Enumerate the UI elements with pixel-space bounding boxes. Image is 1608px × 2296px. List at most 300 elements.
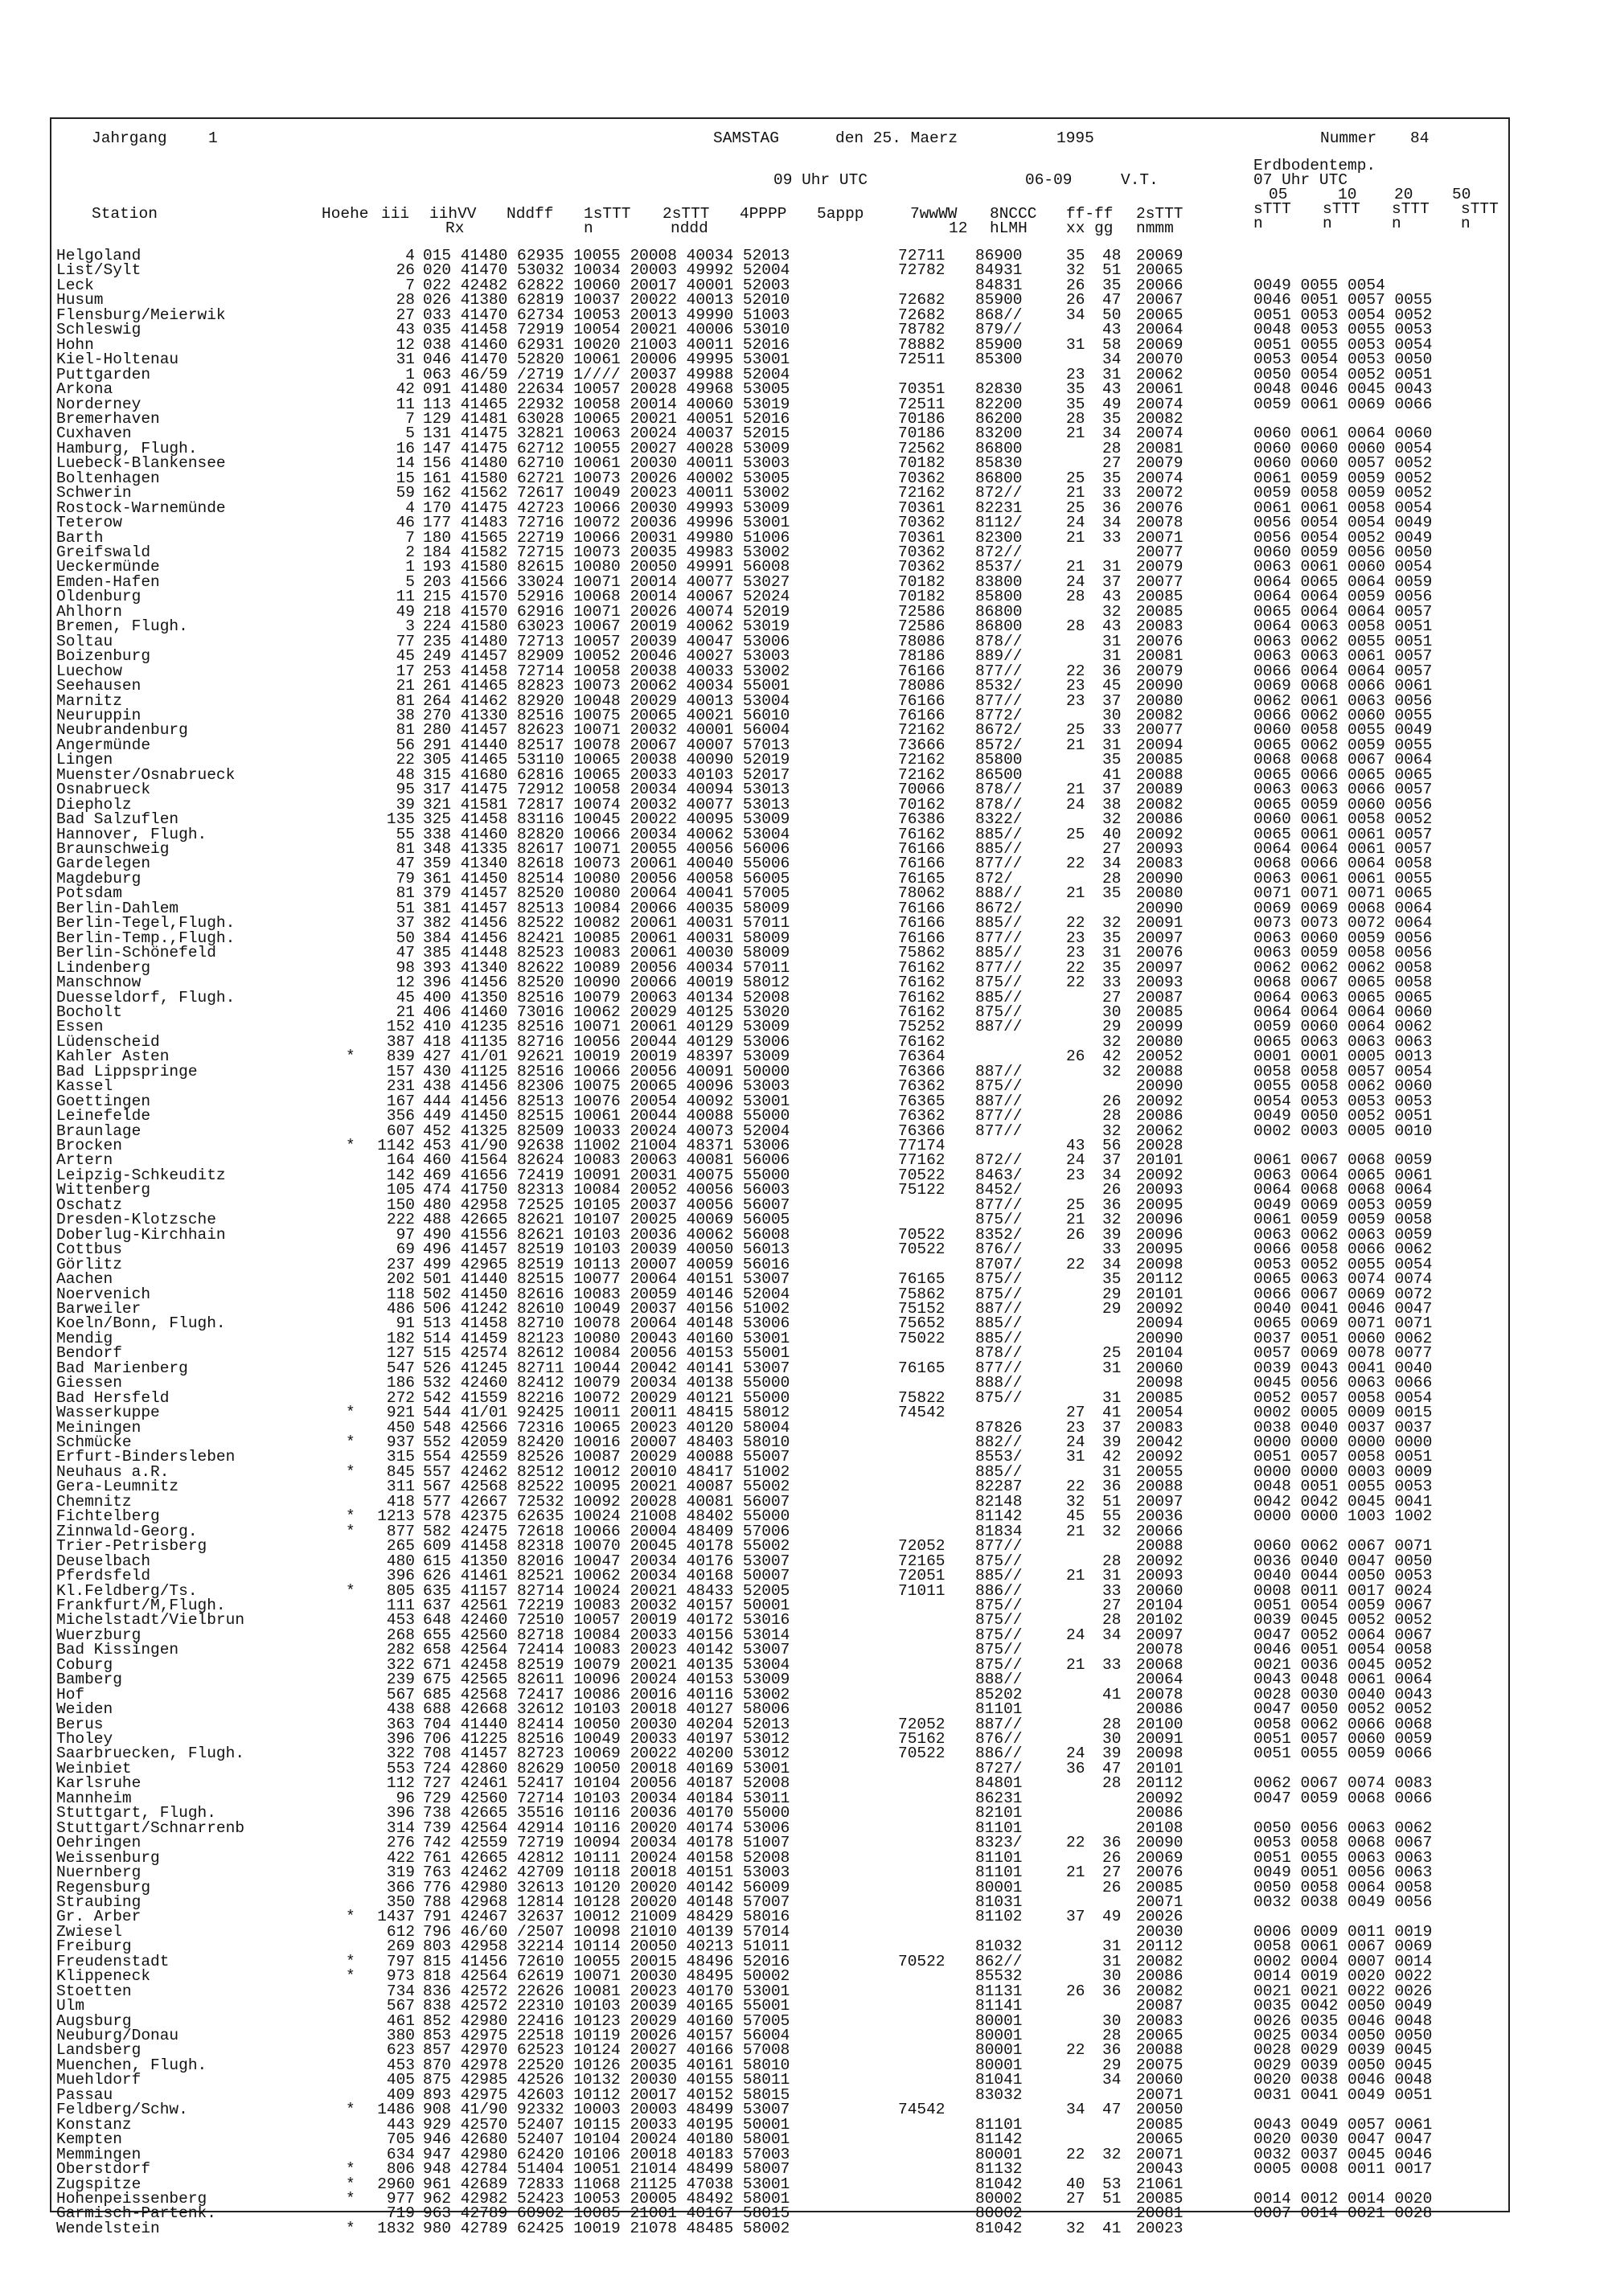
cell-t: 0058 0061 0067 0069 xyxy=(1253,1937,1433,1956)
cell-h: 152 xyxy=(386,1018,415,1036)
cell-b: 877// xyxy=(975,691,1023,710)
cell-n: Pferdsfeld xyxy=(56,1568,151,1584)
mountain-marker: * xyxy=(346,2189,355,2208)
cell-e: 20097 xyxy=(1136,1626,1183,1644)
cell-t: 0063 0061 0061 0055 xyxy=(1253,869,1433,888)
cell-e: 20026 xyxy=(1136,1908,1183,1926)
col-soil-10: sTTT xyxy=(1323,200,1360,218)
cell-a: 76166 xyxy=(898,662,946,680)
cell-n: Bremen, Flugh. xyxy=(56,619,188,634)
cell-a: 75022 xyxy=(898,1329,946,1347)
cell-b: 81132 xyxy=(975,2160,1023,2179)
cell-m: 22 xyxy=(1066,914,1085,933)
cell-h: 11 xyxy=(396,588,415,606)
cell-t: 0048 0046 0045 0043 xyxy=(1253,380,1433,399)
cell-e: 20074 xyxy=(1136,424,1183,443)
cell-t: 0007 0014 0021 0028 xyxy=(1253,2204,1433,2223)
cell-r: 452 41325 82509 10033 20024 40073 52004 xyxy=(423,1121,790,1140)
cell-t: 0005 0008 0011 0017 xyxy=(1253,2160,1433,2179)
cell-e: 20090 xyxy=(1136,899,1183,917)
cell-r: 427 41/01 92621 10019 20019 48397 53009 xyxy=(423,1048,790,1066)
cell-b: 84831 xyxy=(975,276,1023,294)
cell-h: 282 xyxy=(386,1641,415,1659)
cell-e: 20090 xyxy=(1136,1834,1183,1852)
cell-h: 45 xyxy=(396,988,415,1007)
cell-a: 70362 xyxy=(898,469,946,487)
cell-n: Flensburg/Meierwik xyxy=(56,307,226,323)
cell-b: 885// xyxy=(975,1329,1023,1347)
cell-b: 889// xyxy=(975,647,1023,666)
cell-n: Soltau xyxy=(56,633,113,650)
cell-r: 514 41459 82123 10080 20043 40160 53001 xyxy=(423,1329,790,1347)
cell-e: 20095 xyxy=(1136,1195,1183,1214)
cell-m: 21 xyxy=(1066,1522,1085,1540)
mountain-marker: * xyxy=(346,1908,355,1926)
cell-n: Erfurt-Bindersleben xyxy=(56,1449,236,1465)
cell-b: 885// xyxy=(975,914,1023,933)
cell-n: Feldberg/Schw. xyxy=(56,2102,188,2118)
cell-h: 405 xyxy=(386,2071,415,2089)
cell-n: Dresden-Klotzsche xyxy=(56,1212,216,1228)
cell-s: 32 xyxy=(1102,1121,1122,1140)
cell-t: 0057 0069 0078 0077 xyxy=(1253,1344,1433,1363)
cell-t: 0021 0021 0022 0026 xyxy=(1253,1982,1433,2000)
cell-s: 58 xyxy=(1102,335,1122,354)
cell-r: 776 42980 32613 10120 20020 40142 56009 xyxy=(423,1878,790,1896)
cell-b: 878// xyxy=(975,795,1023,814)
cell-h: 81 xyxy=(396,691,415,710)
cell-n: Oehringen xyxy=(56,1835,142,1851)
cell-b: 877// xyxy=(975,1537,1023,1556)
cell-n: Bendorf xyxy=(56,1346,122,1361)
cell-r: 460 41564 82624 10083 20063 40081 56006 xyxy=(423,1151,790,1170)
cell-b: 86800 xyxy=(975,439,1023,457)
cell-h: 319 xyxy=(386,1863,415,1882)
cell-a: 72052 xyxy=(898,1537,946,1556)
cell-h: 43 xyxy=(396,321,415,339)
cell-a: 72051 xyxy=(898,1567,946,1585)
cell-r: 091 41480 22634 10057 20028 49968 53005 xyxy=(423,380,790,399)
cell-r: 791 42467 32637 10012 21009 48429 58016 xyxy=(423,1908,790,1926)
cell-t: 0065 0063 0063 0063 xyxy=(1253,1032,1433,1051)
cell-b: 872// xyxy=(975,543,1023,561)
cell-m: 23 xyxy=(1066,1418,1085,1437)
table-row xyxy=(51,1967,1508,1986)
cell-e: 20082 xyxy=(1136,795,1183,814)
col-station: Station xyxy=(92,205,158,223)
cell-t: 0051 0055 0053 0054 xyxy=(1253,335,1433,354)
cell-r: 577 42667 72532 10092 20028 40081 56007 xyxy=(423,1492,790,1511)
cell-t: 0065 0062 0059 0055 xyxy=(1253,736,1433,754)
cell-r: 113 41465 22932 10058 20014 40060 53019 xyxy=(423,395,790,413)
depth-50: 50 xyxy=(1452,186,1471,203)
cell-n: Mannheim xyxy=(56,1790,132,1806)
cell-n: Augsburg xyxy=(56,2013,132,2028)
table-row xyxy=(51,1835,1508,1850)
cell-b: 887// xyxy=(975,1299,1023,1318)
cell-b: 872// xyxy=(975,1151,1023,1170)
cell-s: 37 xyxy=(1102,1151,1122,1170)
cell-h: 111 xyxy=(386,1596,415,1614)
cell-b: 81042 xyxy=(975,2219,1023,2237)
cell-t: 0047 0050 0052 0052 xyxy=(1253,1700,1433,1719)
col-hoehe: Hoehe xyxy=(322,205,369,223)
cell-h: 202 xyxy=(386,1270,415,1289)
cell-b: 86231 xyxy=(975,1789,1023,1807)
cell-r: 704 41440 82414 10050 20030 40204 52013 xyxy=(423,1715,790,1733)
cell-e: 20042 xyxy=(1136,1433,1183,1451)
cell-e: 20091 xyxy=(1136,1730,1183,1748)
table-row xyxy=(51,1865,1508,1880)
cell-h: 269 xyxy=(386,1937,415,1956)
cell-b: 875// xyxy=(975,974,1023,992)
cell-e: 20072 xyxy=(1136,484,1183,502)
cell-n: Arkona xyxy=(56,382,113,397)
cell-a: 70522 xyxy=(898,1952,946,1970)
cell-e: 20079 xyxy=(1136,662,1183,680)
cell-m: 26 xyxy=(1066,276,1085,294)
cell-b: 8772/ xyxy=(975,706,1023,724)
cell-r: 929 42570 52407 10115 20033 40195 50001 xyxy=(423,2115,790,2134)
cell-t: 0056 0054 0052 0049 xyxy=(1253,528,1433,547)
cell-s: 41 xyxy=(1102,2219,1122,2237)
cell-h: 11 xyxy=(396,395,415,413)
cell-r: 033 41470 62734 10053 20013 49990 51003 xyxy=(423,305,790,324)
cell-a: 70362 xyxy=(898,558,946,576)
cell-b: 81131 xyxy=(975,1982,1023,2000)
cell-t: 0065 0063 0074 0074 xyxy=(1253,1270,1433,1289)
cell-s: 39 xyxy=(1102,1225,1122,1244)
cell-r: 548 42566 72316 10065 20023 40120 58004 xyxy=(423,1418,790,1437)
cell-t: 0064 0063 0058 0051 xyxy=(1253,617,1433,636)
cell-a: 76364 xyxy=(898,1048,946,1066)
cell-b: 885// xyxy=(975,988,1023,1007)
table-row xyxy=(51,322,1508,337)
cell-a: 70182 xyxy=(898,572,946,591)
cell-r: 430 41125 82516 10066 20056 40091 50000 xyxy=(423,1062,790,1080)
cell-a: 76166 xyxy=(898,899,946,917)
cell-b: 872// xyxy=(975,484,1023,502)
cell-h: 276 xyxy=(386,1834,415,1852)
cell-r: 359 41340 82618 10073 20061 40040 55006 xyxy=(423,855,790,873)
cell-h: 50 xyxy=(396,929,415,947)
cell-a: 76166 xyxy=(898,914,946,933)
cell-h: 322 xyxy=(386,1745,415,1763)
cell-h: 21 xyxy=(396,677,415,695)
cell-t: 0065 0069 0071 0071 xyxy=(1253,1314,1433,1333)
cell-b: 885// xyxy=(975,1462,1023,1481)
cell-h: 239 xyxy=(386,1671,415,1689)
table-row xyxy=(51,515,1508,530)
cell-e: 20098 xyxy=(1136,1255,1183,1273)
cell-r: 729 42560 72714 10103 20034 40184 53011 xyxy=(423,1789,790,1807)
cell-s: 27 xyxy=(1102,454,1122,473)
cell-s: 45 xyxy=(1102,677,1122,695)
cell-e: 20091 xyxy=(1136,914,1183,933)
cell-t: 0040 0044 0050 0053 xyxy=(1253,1567,1433,1585)
cell-b: 86200 xyxy=(975,409,1023,428)
cell-r: 015 41480 62935 10055 20008 40034 52013 xyxy=(423,247,790,264)
cell-h: 2960 xyxy=(377,2175,415,2193)
cell-t: 0073 0073 0072 0064 xyxy=(1253,914,1433,933)
cell-t: 0064 0063 0065 0065 xyxy=(1253,988,1433,1007)
cell-n: Landsberg xyxy=(56,2043,142,2058)
cell-h: 142 xyxy=(386,1166,415,1184)
cell-m: 43 xyxy=(1066,1137,1085,1154)
cell-a: 76166 xyxy=(898,706,946,724)
cell-t: 0014 0012 0014 0020 xyxy=(1253,2189,1433,2208)
cell-e: 20071 xyxy=(1136,1892,1183,1911)
cell-n: Schmücke xyxy=(56,1435,132,1450)
cell-r: 382 41456 82522 10082 20061 40031 57011 xyxy=(423,914,790,933)
cell-h: 1 xyxy=(405,365,415,383)
cell-s: 42 xyxy=(1102,1448,1122,1466)
cell-h: 2 xyxy=(405,543,415,561)
cell-n: Klippeneck xyxy=(56,1969,151,1984)
cell-m: 36 xyxy=(1066,1759,1085,1777)
cell-s: 36 xyxy=(1102,1195,1122,1214)
cell-r: 626 41461 82521 10062 20034 40168 50007 xyxy=(423,1567,790,1585)
cell-s: 34 xyxy=(1102,2071,1122,2089)
table-row xyxy=(51,1507,1508,1526)
cell-e: 20085 xyxy=(1136,2189,1183,2208)
cell-t: 0063 0061 0060 0054 xyxy=(1253,558,1433,576)
table-row xyxy=(51,1568,1508,1583)
cell-m: 21 xyxy=(1066,1211,1085,1229)
cell-n: Neuruppin xyxy=(56,707,142,724)
cell-h: 443 xyxy=(386,2115,415,2134)
cell-s: 35 xyxy=(1102,469,1122,487)
cell-e: 20097 xyxy=(1136,958,1183,977)
mountain-marker: * xyxy=(346,1137,355,1154)
cell-b: 80001 xyxy=(975,1878,1023,1896)
cell-t: 0060 0062 0067 0071 xyxy=(1253,1537,1433,1556)
cell-n: Passau xyxy=(56,2087,113,2103)
cell-e: 20093 xyxy=(1136,974,1183,992)
cell-n: Barweiler xyxy=(56,1301,142,1317)
cell-s: 25 xyxy=(1102,1344,1122,1363)
cell-b: 85800 xyxy=(975,588,1023,606)
cell-e: 20087 xyxy=(1136,988,1183,1007)
cell-b: 8707/ xyxy=(975,1255,1023,1273)
cell-n: Muehldorf xyxy=(56,2073,142,2088)
cell-e: 20079 xyxy=(1136,558,1183,576)
cell-m: 26 xyxy=(1066,1225,1085,1244)
cell-h: 96 xyxy=(396,1789,415,1807)
table-row xyxy=(51,752,1508,767)
cell-a: 70522 xyxy=(898,1225,946,1244)
cell-h: 12 xyxy=(396,974,415,992)
cell-a: 76166 xyxy=(898,855,946,873)
cell-s: 26 xyxy=(1102,1181,1122,1199)
cell-t: 0062 0067 0074 0083 xyxy=(1253,1774,1433,1793)
cell-h: 453 xyxy=(386,2056,415,2074)
cell-r: 980 42789 62425 10019 21078 48485 58002 xyxy=(423,2219,790,2237)
cell-r: 727 42461 52417 10104 20056 40187 52008 xyxy=(423,1774,790,1793)
cell-r: 305 41465 53110 10065 20038 40090 52019 xyxy=(423,751,790,769)
cell-n: Cuxhaven xyxy=(56,426,132,441)
cell-e: 20092 xyxy=(1136,1552,1183,1570)
cell-h: 7 xyxy=(405,409,415,428)
cell-n: Michelstadt/Vielbrun xyxy=(56,1613,245,1628)
cell-h: 4 xyxy=(405,498,415,517)
cell-a: 70361 xyxy=(898,498,946,517)
cell-t: 0050 0058 0064 0058 xyxy=(1253,1878,1433,1896)
cell-b: 81032 xyxy=(975,1937,1023,1956)
cell-h: 547 xyxy=(386,1359,415,1377)
table-row xyxy=(51,1672,1508,1687)
cell-h: 409 xyxy=(386,2085,415,2104)
cell-s: 55 xyxy=(1102,1507,1122,1526)
cell-a: 70522 xyxy=(898,1745,946,1763)
cell-s: 42 xyxy=(1102,1048,1122,1066)
col-soil-05-sub: n xyxy=(1253,215,1263,232)
cell-n: Goettingen xyxy=(56,1093,151,1109)
cell-e: 20083 xyxy=(1136,617,1183,636)
jahrgang-value: 1 xyxy=(208,129,218,147)
cell-b: 875// xyxy=(975,1211,1023,1229)
cell-b: 888// xyxy=(975,1671,1023,1689)
cell-h: 396 xyxy=(386,1804,415,1822)
col-nddff: Nddff xyxy=(507,205,554,223)
depth-05: 05 xyxy=(1269,186,1288,203)
cell-a: 71011 xyxy=(898,1581,946,1600)
cell-m: 32 xyxy=(1066,2219,1085,2237)
cell-a: 78062 xyxy=(898,884,946,903)
cell-r: 761 42665 42812 10111 20024 40158 52008 xyxy=(423,1848,790,1867)
table-row xyxy=(51,2160,1508,2179)
cell-r: 338 41460 82820 10066 20034 40062 53004 xyxy=(423,825,790,843)
cell-b: 81101 xyxy=(975,1700,1023,1719)
cell-r: 321 41581 72817 10074 20032 40077 53013 xyxy=(423,795,790,814)
cell-b: 875// xyxy=(975,1552,1023,1570)
cell-a: 77174 xyxy=(898,1137,946,1154)
cell-t: 0066 0064 0064 0057 xyxy=(1253,662,1433,680)
cell-n: Trier-Petrisberg xyxy=(56,1539,207,1554)
cell-h: 1486 xyxy=(377,2101,415,2119)
cell-h: 81 xyxy=(396,721,415,740)
cell-h: 7 xyxy=(405,528,415,547)
cell-b: 877// xyxy=(975,929,1023,947)
cell-r: 567 42568 82522 10095 20021 40087 55002 xyxy=(423,1478,790,1496)
table-row xyxy=(51,975,1508,990)
cell-t: 0064 0064 0059 0056 xyxy=(1253,588,1433,606)
cell-s: 34 xyxy=(1102,514,1122,532)
cell-a: 70182 xyxy=(898,588,946,606)
cell-n: Wuerzburg xyxy=(56,1627,142,1643)
cell-t: 0049 0050 0052 0051 xyxy=(1253,1107,1433,1125)
table-row xyxy=(51,2221,1508,2236)
cell-r: 400 41350 82516 10079 20063 40134 52008 xyxy=(423,988,790,1007)
cell-e: 20050 xyxy=(1136,2101,1183,2119)
cell-a: 70351 xyxy=(898,380,946,399)
cell-n: Frankfurt/M,Flugh. xyxy=(56,1597,226,1613)
cell-e: 20085 xyxy=(1136,588,1183,606)
cell-a: 76162 xyxy=(898,1002,946,1021)
table-row xyxy=(51,782,1508,797)
cell-r: 317 41475 72912 10058 20034 40094 53013 xyxy=(423,781,790,799)
cell-r: 170 41475 42723 10066 20030 49993 53009 xyxy=(423,498,790,517)
cell-r: 249 41457 82909 10052 20046 40027 53003 xyxy=(423,647,790,666)
cell-e: 20085 xyxy=(1136,2115,1183,2134)
cell-b: 83800 xyxy=(975,572,1023,591)
cell-m: 28 xyxy=(1066,617,1085,636)
cell-m: 45 xyxy=(1066,1507,1085,1526)
col-7wwww: 7wwWW xyxy=(910,205,958,223)
cell-r: 253 41458 72714 10058 20038 40033 53002 xyxy=(423,662,790,680)
cell-r: 177 41483 72716 10072 20036 49996 53001 xyxy=(423,514,790,532)
cell-h: 480 xyxy=(386,1552,415,1570)
cell-n: Deuselbach xyxy=(56,1553,151,1569)
cell-s: 31 xyxy=(1102,1952,1122,1970)
cell-s: 27 xyxy=(1102,988,1122,1007)
cell-r: 637 42561 72219 10083 20032 40157 50001 xyxy=(423,1596,790,1614)
cell-m: 37 xyxy=(1066,1908,1085,1926)
cell-b: 887// xyxy=(975,1715,1023,1733)
cell-e: 20100 xyxy=(1136,1715,1183,1733)
cell-n: Gr. Arber xyxy=(56,1909,142,1925)
cell-s: 27 xyxy=(1102,840,1122,858)
cell-t: 0051 0054 0059 0067 xyxy=(1253,1596,1433,1614)
col-soil-20-sub: n xyxy=(1392,215,1401,232)
cell-t: 0071 0071 0071 0065 xyxy=(1253,884,1433,903)
cell-b: 82231 xyxy=(975,498,1023,517)
cell-r: 147 41475 62712 10055 20027 40028 53009 xyxy=(423,439,790,457)
cell-s: 28 xyxy=(1102,1774,1122,1793)
cell-r: 738 42665 35516 10116 20036 40170 55000 xyxy=(423,1804,790,1822)
cell-a: 70522 xyxy=(898,1166,946,1184)
cell-h: 450 xyxy=(386,1418,415,1437)
cell-r: 038 41460 62931 10020 21003 40011 52016 xyxy=(423,335,790,354)
cell-b: 80002 xyxy=(975,2204,1023,2223)
cell-b: 875// xyxy=(975,1270,1023,1289)
cell-m: 22 xyxy=(1066,662,1085,680)
cell-s: 29 xyxy=(1102,1285,1122,1303)
cell-n: Saarbruecken, Flugh. xyxy=(56,1746,245,1761)
cell-r: 615 41350 82016 10047 20034 40176 53007 xyxy=(423,1552,790,1570)
cell-h: 69 xyxy=(396,1240,415,1259)
cell-r: 381 41457 82513 10084 20066 40035 58009 xyxy=(423,899,790,917)
erdboden-time: 07 Uhr UTC xyxy=(1253,171,1348,189)
cell-b: 868// xyxy=(975,305,1023,324)
cell-n: Freiburg xyxy=(56,1939,132,1954)
jahrgang-label: Jahrgang xyxy=(92,129,167,147)
cell-e: 20085 xyxy=(1136,751,1183,769)
cell-b: 887// xyxy=(975,1062,1023,1080)
cell-t: 0046 0051 0057 0055 xyxy=(1253,291,1433,310)
cell-n: Görlitz xyxy=(56,1257,122,1273)
cell-r: 803 42958 32214 10114 20050 40213 51011 xyxy=(423,1937,790,1956)
cell-t: 0048 0053 0055 0053 xyxy=(1253,321,1433,339)
cell-e: 20088 xyxy=(1136,765,1183,784)
cell-e: 20062 xyxy=(1136,1121,1183,1140)
cell-n: Leck xyxy=(56,277,94,293)
cell-s: 30 xyxy=(1102,706,1122,724)
table-row xyxy=(51,1242,1508,1257)
cell-a: 72562 xyxy=(898,439,946,457)
col-soil-50: sTTT xyxy=(1461,200,1499,218)
cell-m: 25 xyxy=(1066,498,1085,517)
cell-m: 21 xyxy=(1066,736,1085,754)
cell-n: Manschnow xyxy=(56,975,142,990)
cell-n: Tholey xyxy=(56,1732,113,1747)
cell-h: 356 xyxy=(386,1107,415,1125)
cell-h: 322 xyxy=(386,1655,415,1674)
cell-t: 0048 0051 0055 0053 xyxy=(1253,1478,1433,1496)
cell-h: 623 xyxy=(386,2041,415,2060)
cell-e: 20090 xyxy=(1136,1077,1183,1096)
cell-t: 0047 0059 0068 0066 xyxy=(1253,1789,1433,1807)
